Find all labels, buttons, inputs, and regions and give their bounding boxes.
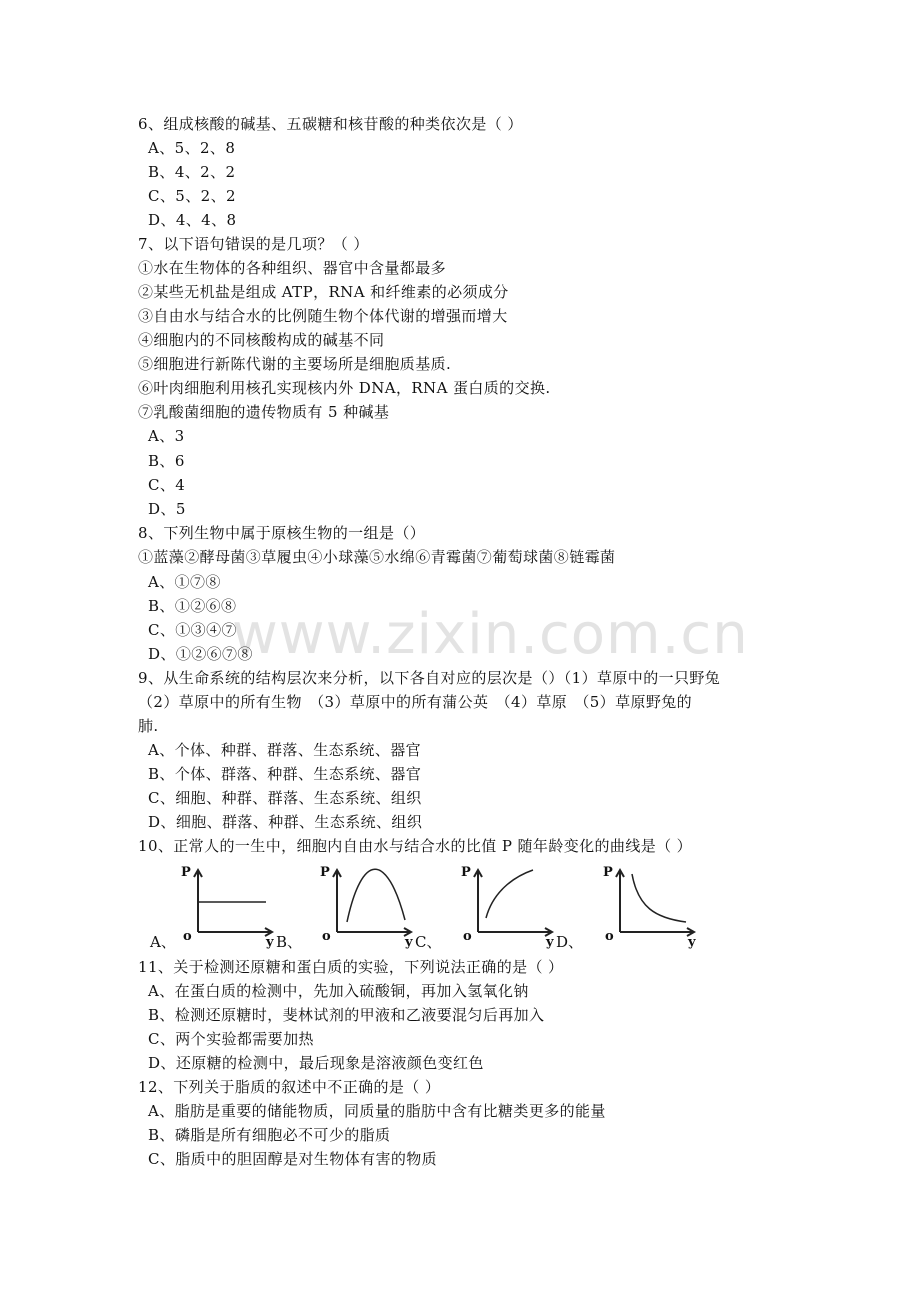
q8-option-b: B、①②⑥⑧ [148, 597, 237, 615]
graph-d-y-label: P [603, 865, 613, 880]
q11-option-a: A、在蛋白质的检测中，先加入硫酸铜，再加入氢氧化钠 [148, 982, 529, 1000]
q12-stem: 12、下列关于脂质的叙述中不正确的是（ ） [138, 1078, 441, 1096]
q7-option-c: C、4 [148, 476, 186, 494]
q9-stem-line3: 肺. [138, 717, 159, 735]
graph-b-x-label: y [405, 935, 413, 950]
q12-option-c: C、脂质中的胆固醇是对生物体有害的物质 [148, 1150, 438, 1168]
q9-option-a: A、个体、种群、群落、生态系统、器官 [148, 741, 422, 759]
q6-option-d: D、4、4、8 [148, 211, 237, 229]
q6-option-a: A、5、2、8 [148, 139, 236, 157]
q8-option-a: A、①⑦⑧ [148, 573, 221, 591]
graph-d-curve [632, 874, 686, 922]
graph-option-letter-d: D、 [556, 933, 584, 951]
graph-a-origin-label: o [183, 929, 192, 944]
graph-option-letter-b: B、 [276, 933, 303, 951]
q6-stem: 6、组成核酸的碱基、五碳糖和核苷酸的种类依次是（ ） [138, 115, 523, 133]
graph-b-curve [347, 869, 405, 922]
graph-a-x-label: y [266, 935, 274, 950]
q8-items: ①蓝藻②酵母菌③草履虫④小球藻⑤水绵⑥青霉菌⑦葡萄球菌⑧链霉菌 [138, 548, 616, 566]
q7-statement-5: ⑤细胞进行新陈代谢的主要场所是细胞质基质. [138, 355, 452, 373]
q11-option-b: B、检测还原糖时，斐林试剂的甲液和乙液要混匀后再加入 [148, 1006, 545, 1024]
graph-option-letter-c: C、 [415, 933, 442, 951]
q7-option-a: A、3 [148, 427, 185, 445]
q8-option-c: C、①③④⑦ [148, 621, 237, 639]
q9-stem-line1: 9、从生命系统的结构层次来分析，以下各自对应的层次是（）（1）草原中的一只野兔 [138, 669, 721, 687]
q7-statement-4: ④细胞内的不同核酸构成的碱基不同 [138, 331, 385, 349]
q7-statement-3: ③自由水与结合水的比例随生物个体代谢的增强而增大 [138, 307, 508, 325]
q7-statement-2: ②某些无机盐是组成 ATP，RNA 和纤维素的必须成分 [138, 283, 509, 301]
q9-option-c: C、细胞、种群、群落、生态系统、组织 [148, 789, 422, 807]
q10-stem: 10、正常人的一生中，细胞内自由水与结合水的比值 P 随年龄变化的曲线是（ ） [138, 837, 693, 855]
q11-option-d: D、还原糖的检测中，最后现象是溶液颜色变红色 [148, 1054, 484, 1072]
graph-a-y-label: P [181, 865, 191, 880]
graph-b-y-label: P [320, 865, 330, 880]
q7-statement-6: ⑥叶肉细胞利用核孔实现核内外 DNA，RNA 蛋白质的交换. [138, 379, 551, 397]
q7-option-d: D、5 [148, 500, 186, 518]
q6-option-c: C、5、2、2 [148, 187, 236, 205]
q12-option-a: A、脂肪是重要的储能物质，同质量的脂肪中含有比糖类更多的能量 [148, 1102, 606, 1120]
graph-c-x-label: y [546, 935, 554, 950]
q7-stem: 7、以下语句错误的是几项？（ ） [138, 235, 369, 253]
graph-c-origin-label: o [463, 929, 472, 944]
q8-stem: 8、下列生物中属于原核生物的一组是（） [138, 524, 426, 542]
q7-statement-7: ⑦乳酸菌细胞的遗传物质有 5 种碱基 [138, 403, 390, 421]
q8-option-d: D、①②⑥⑦⑧ [148, 645, 253, 663]
q6-option-b: B、4、2、2 [148, 163, 236, 181]
graph-c-curve [486, 870, 533, 918]
graph-c-y-label: P [461, 865, 471, 880]
graph-b-origin-label: o [322, 929, 331, 944]
q9-option-d: D、细胞、群落、种群、生态系统、组织 [148, 813, 423, 831]
q12-option-b: B、磷脂是所有细胞必不可少的脂质 [148, 1126, 391, 1144]
q9-option-b: B、个体、群落、种群、生态系统、器官 [148, 765, 422, 783]
graph-d-x-label: y [688, 935, 696, 950]
q9-stem-line2: （2）草原中的所有生物 （3）草原中的所有蒲公英 （4）草原 （5）草原野兔的 [138, 693, 693, 711]
q7-statement-1: ①水在生物体的各种组织、器官中含量都最多 [138, 259, 447, 277]
q11-option-c: C、两个实验都需要加热 [148, 1030, 314, 1048]
watermark-text: www.zixin.com.cn [232, 602, 749, 667]
q7-option-b: B、6 [148, 452, 185, 470]
graph-d-origin-label: o [605, 929, 614, 944]
graph-option-letter-a: A、 [150, 933, 176, 951]
q11-stem: 11、关于检测还原糖和蛋白质的实验，下列说法正确的是（ ） [138, 958, 564, 976]
